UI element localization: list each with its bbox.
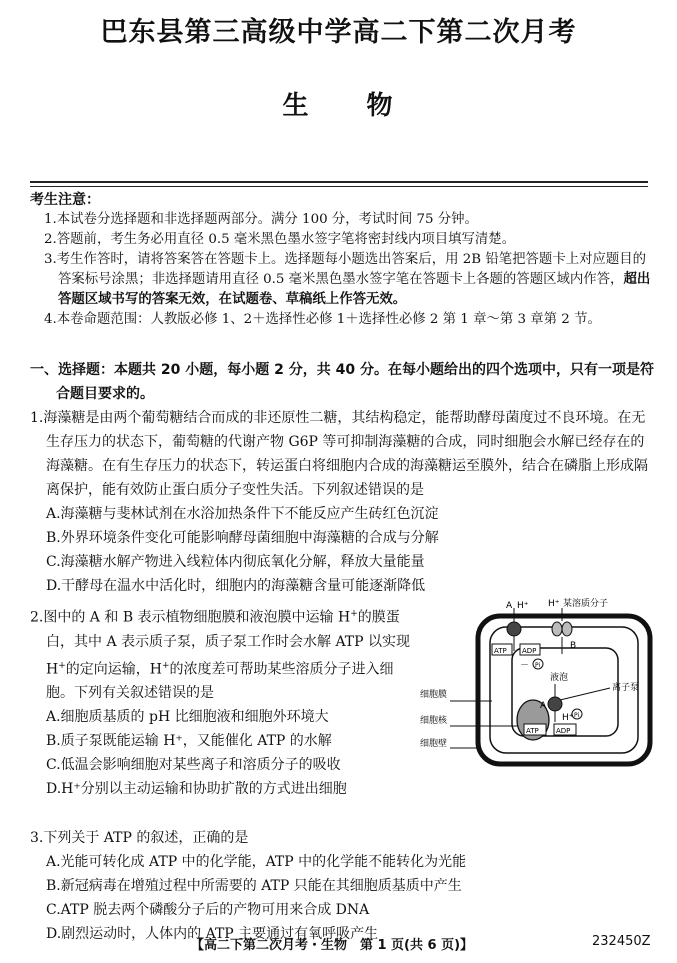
diagram-label: B <box>570 641 577 651</box>
stem-part: 的膜蛋白，其中 A 表示质子泵，质子泵工作时会水解 ATP 以实现 H <box>46 609 411 678</box>
diagram-label: A <box>506 601 513 611</box>
exam-title: 巴东县第三高级中学高二下第二次月考 <box>100 17 577 48</box>
header-rule <box>30 181 648 183</box>
diagram-label: H⁺ <box>517 601 529 611</box>
stem-part: 的浓度差可帮助某些溶质分子进入细胞。下列有关叙述错误的是 <box>46 661 394 702</box>
protein-b-right <box>562 622 572 636</box>
diagram-label: H⁺ <box>548 599 560 609</box>
option-a: A.光能可转化成 ATP 中的化学能，ATP 中的化学能不能转化为光能 <box>46 854 467 870</box>
notice-item <box>30 250 655 310</box>
exam-notice <box>30 190 655 330</box>
option-d: D.干酵母在温水中活化时，细胞内的海藻糖含量可能逐渐降低 <box>46 578 426 594</box>
question-stem <box>30 602 415 705</box>
diagram-label: ADP <box>522 647 537 655</box>
notice-item: 2.答题前，考生务必用直径 0.5 毫米黑色墨水签字笔将密封线内项目填写清楚。 <box>44 232 516 247</box>
option-d: D.H⁺分别以主动运输和协助扩散的方式进出细胞 <box>46 781 347 798</box>
diagram-label: 细胞膜 <box>420 690 448 700</box>
diagram-label: 离子泵 <box>612 683 640 693</box>
diagram-label: 细胞核 <box>420 716 448 726</box>
question-stem: 3.下列关于 ATP 的叙述，正确的是 <box>30 830 249 846</box>
option-c: C.ATP 脱去两个磷酸分子后的产物可用来合成 DNA <box>46 902 370 918</box>
question-2 <box>30 602 415 801</box>
superscript: + <box>161 660 170 671</box>
question-3 <box>30 826 655 946</box>
section-heading <box>30 358 655 406</box>
diagram-label: ADP <box>556 727 571 735</box>
question-stem: 1.海藻糖是由两个葡萄糖结合而成的非还原性二糖，其结构稳定，能帮助酵母菌度过不良环境。在无生存压力的状态下，葡萄糖的代谢产物 G6P 等可抑制海藻糖的合成，同时细胞会水解已经存在的海藻糖。在有生存压力的状态下，转运蛋白将细胞内合成的海藻糖运至膜外，结合在磷脂上形成隔离保护，能有效防止蛋白质分子变性失活。下列叙述错误的是 <box>30 410 648 498</box>
diagram-label: ATP <box>526 727 539 735</box>
superscript: + <box>58 660 66 671</box>
option-b: B.质子泵既能运输 H⁺，又能催化 ATP 的水解 <box>46 733 332 750</box>
stem-part: 2.图中的 A 和 B 表示植物细胞膜和液泡膜中运输 H <box>30 609 351 626</box>
diagram-label: A <box>540 701 547 711</box>
cell-diagram <box>420 596 660 768</box>
diagram-label: 细胞壁 <box>420 739 448 749</box>
option-c: C.低温会影响细胞对某些离子和溶质分子的吸收 <box>46 757 341 774</box>
notice-item-bold: 超出答题区域书写的答案无效，在试题卷、草稿纸上作答无效。 <box>58 272 651 307</box>
option-a: A.海藻糖与斐林试剂在水浴加热条件下不能反应产生砖红色沉淀 <box>46 506 439 522</box>
option-d: D.剧烈运动时，人体内的 ATP 主要通过有氧呼吸产生 <box>46 926 379 942</box>
diagram-label: 某溶质分子 <box>563 599 609 609</box>
footer-code: 232450Z <box>592 934 651 949</box>
option-b: B.外界环境条件变化可能影响酵母菌细胞中海藻糖的合成与分解 <box>46 530 439 546</box>
diagram-label: Pi <box>574 712 580 719</box>
superscript: + <box>350 609 358 619</box>
stem-part: 的定向运输，H <box>65 661 162 678</box>
question-1 <box>30 406 655 598</box>
diagram-label: H⁺ <box>562 713 574 723</box>
section-line: 一、选择题：本题共 20 小题，每小题 2 分，共 40 分。在每小题给出的四个选项中，只有一项是符 <box>30 362 654 378</box>
subject-title: 生 物 <box>282 91 395 121</box>
option-b: B.新冠病毒在增殖过程中所需要的 ATP 只能在其细胞质基质中产生 <box>46 878 462 894</box>
diagram-label: － <box>520 661 530 671</box>
footer-page-info: 【高二下第二次月考・生物 第 1 页(共 6 页)】 <box>190 938 474 953</box>
diagram-label: ATP <box>494 647 507 655</box>
protein-a-top <box>507 622 521 636</box>
section-line: 合题目要求的。 <box>56 386 154 402</box>
diagram-label: 液泡 <box>550 673 569 683</box>
notice-item: 4.本卷命题范围：人教版必修 1、2＋选择性必修 1＋选择性必修 2 第 1 章～第 3 章第 2 节。 <box>44 312 601 327</box>
notice-heading: 考生注意： <box>30 192 100 208</box>
option-a: A.细胞质基质的 pH 比细胞液和细胞外环境大 <box>46 709 329 726</box>
protein-b-left <box>552 622 562 636</box>
option-c: C.海藻糖水解产物进入线粒体内彻底氧化分解，释放大量能量 <box>46 554 425 570</box>
protein-a-vacuole <box>548 697 562 711</box>
notice-item-text: 3.考生作答时，请将答案答在答题卡上。选择题每小题选出答案后，用 2B 铅笔把答题卡上对应题目的答案标号涂黑；非选择题请用直径 0.5 毫米黑色墨水签字笔在答题卡上各题的答题区域内作答， <box>44 252 647 287</box>
notice-item: 1.本试卷分选择题和非选择题两部分。满分 100 分，考试时间 75 分钟。 <box>44 212 478 227</box>
header-rule-thin <box>30 186 648 187</box>
diagram-label: Pi <box>535 662 541 669</box>
